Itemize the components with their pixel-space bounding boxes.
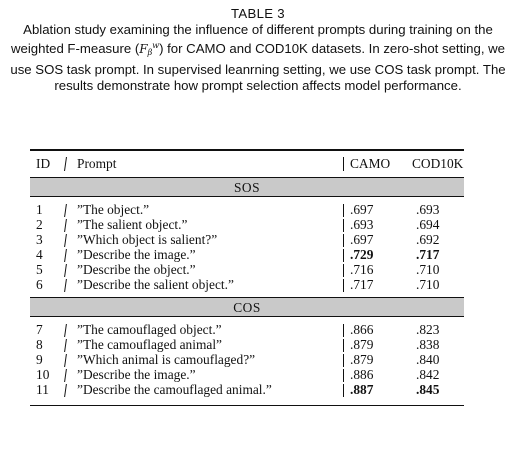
column-separator (343, 157, 344, 171)
row-prompt: ”Describe the salient object.” (77, 276, 234, 292)
row-id: 11 (36, 381, 49, 397)
table-row (30, 322, 464, 337)
column-separator (343, 324, 344, 337)
row-camo-score: .697 (350, 231, 374, 247)
table-row (30, 382, 464, 397)
column-separator (64, 264, 67, 277)
row-camo-score: .729 (350, 246, 374, 262)
column-separator (64, 369, 67, 382)
row-camo-score: .693 (350, 216, 374, 232)
row-prompt: ”The salient object.” (77, 216, 188, 232)
math-base: F (139, 42, 148, 57)
row-id: 4 (36, 246, 43, 262)
table-row (30, 367, 464, 382)
column-separator (343, 354, 344, 367)
row-cod10k-score: .717 (416, 246, 440, 262)
column-separator (64, 204, 67, 217)
column-separator (343, 279, 344, 292)
table-row (30, 262, 464, 277)
row-cod10k-score: .838 (416, 336, 440, 352)
header-prompt: Prompt (77, 155, 117, 171)
row-prompt: ”The camouflaged object.” (77, 321, 222, 337)
caption-text (0, 22, 516, 94)
section-header-sos: SOS (30, 177, 464, 197)
row-id: 3 (36, 231, 43, 247)
math-sub: β (147, 48, 153, 58)
row-id: 9 (36, 351, 43, 367)
row-prompt: ”The camouflaged animal” (77, 336, 222, 352)
column-separator (64, 354, 67, 367)
row-cod10k-score: .710 (416, 276, 440, 292)
row-prompt: ”Which object is salient?” (77, 231, 218, 247)
row-camo-score: .716 (350, 261, 374, 277)
table-row (30, 202, 464, 217)
row-prompt: ”The object.” (77, 201, 150, 217)
row-camo-score: .879 (350, 336, 374, 352)
column-separator (343, 264, 344, 277)
table-label: TABLE 3 (231, 6, 285, 21)
row-cod10k-score: .842 (416, 366, 440, 382)
header-cod10k: COD10K (412, 155, 464, 171)
row-cod10k-score: .710 (416, 261, 440, 277)
table-row (30, 277, 464, 292)
row-prompt: ”Describe the camouflaged animal.” (77, 381, 272, 397)
row-prompt: ”Describe the object.” (77, 261, 196, 277)
row-cod10k-score: .694 (416, 216, 440, 232)
caption-text-after: ) for CAMO and COD10K datasets. In zero-shot setting, we use SOS task prompt. In supervised leanrning setting, we use COS task prompt. The results demonstrate how prompt selection affects model performance. (10, 41, 506, 93)
table-row (30, 217, 464, 232)
column-separator (64, 339, 67, 352)
table-header-row (30, 154, 464, 174)
ablation-table (30, 149, 464, 406)
row-id: 5 (36, 261, 43, 277)
section-header-cos: COS (30, 297, 464, 317)
bottom-rule (30, 405, 464, 407)
row-id: 10 (36, 366, 50, 382)
row-camo-score: .697 (350, 201, 374, 217)
row-camo-score: .887 (350, 381, 374, 397)
row-camo-score: .866 (350, 321, 374, 337)
column-separator (343, 384, 344, 397)
row-id: 2 (36, 216, 43, 232)
column-separator (64, 234, 67, 247)
column-separator (64, 219, 67, 232)
table-row (30, 352, 464, 367)
column-separator (343, 234, 344, 247)
row-cod10k-score: .692 (416, 231, 440, 247)
row-id: 1 (36, 201, 43, 217)
row-cod10k-score: .693 (416, 201, 440, 217)
column-separator (343, 204, 344, 217)
column-separator (343, 369, 344, 382)
table-row (30, 232, 464, 247)
table-row (30, 247, 464, 262)
header-id: ID (36, 155, 51, 171)
column-separator (64, 279, 67, 292)
row-id: 8 (36, 336, 43, 352)
column-separator (343, 219, 344, 232)
row-prompt: ”Describe the image.” (77, 366, 196, 382)
column-separator (64, 384, 67, 397)
row-cod10k-score: .823 (416, 321, 440, 337)
column-separator (343, 249, 344, 262)
f-beta-w-math (139, 42, 159, 56)
row-id: 7 (36, 321, 43, 337)
column-separator (64, 249, 67, 262)
header-camo: CAMO (350, 155, 391, 171)
row-cod10k-score: .840 (416, 351, 440, 367)
math-sup: w (152, 41, 160, 51)
row-cod10k-score: .845 (416, 381, 440, 397)
table-row (30, 337, 464, 352)
column-separator (64, 324, 67, 337)
table-caption (0, 6, 516, 94)
caption-text-before: Ablation study examining the influence of different prompts during training on the weighted F-measure ( (10, 22, 493, 57)
column-separator (343, 339, 344, 352)
row-id: 6 (36, 276, 43, 292)
row-camo-score: .717 (350, 276, 374, 292)
row-prompt: ”Which animal is camouflaged?” (77, 351, 256, 367)
table-body (30, 177, 464, 402)
row-camo-score: .879 (350, 351, 374, 367)
row-prompt: ”Describe the image.” (77, 246, 196, 262)
row-camo-score: .886 (350, 366, 374, 382)
column-separator (64, 157, 67, 171)
